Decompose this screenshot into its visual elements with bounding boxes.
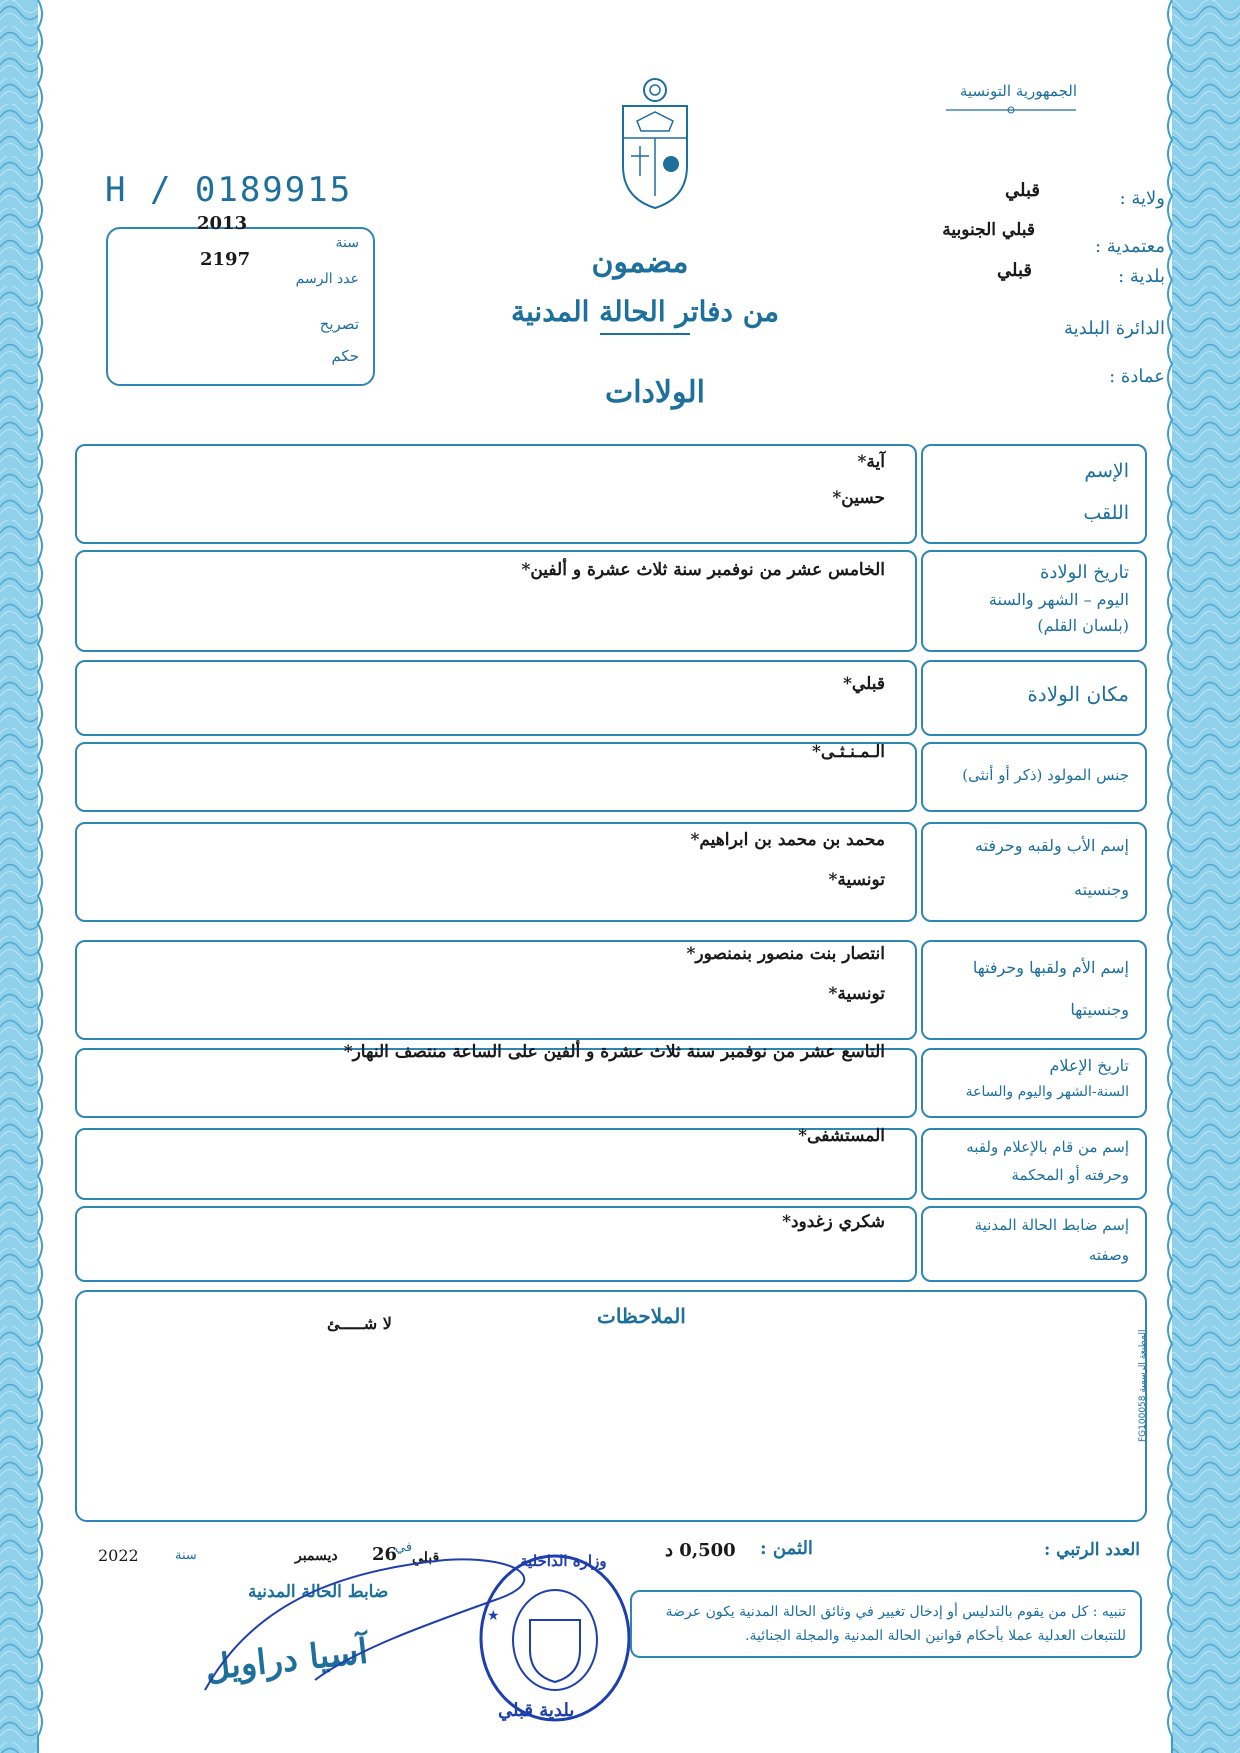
birth-place-label-box <box>921 660 1147 736</box>
officer-label: إسم ضابط الحالة المدنية <box>974 1216 1129 1234</box>
declaration-label: تصريح <box>319 315 359 333</box>
declarant-sublabel: وحرفته أو المحكمة <box>1011 1166 1129 1184</box>
mother-nationality-value: تونسية* <box>828 984 885 1004</box>
father-value-box <box>75 822 917 922</box>
judgment-label: حكم <box>331 347 359 365</box>
year-label: سنة <box>175 1548 197 1563</box>
imada-label: عمادة : <box>1109 366 1165 387</box>
wilaya-value: قبلي <box>1005 180 1040 201</box>
date-month: ديسمبر <box>295 1548 338 1564</box>
first-name-label: الإسم <box>1084 460 1129 482</box>
mother-label-box <box>921 940 1147 1040</box>
mother-nationality-label: وجنسيتها <box>1070 1000 1129 1019</box>
svg-text:★: ★ <box>487 1608 500 1624</box>
birth-date-label-box <box>921 550 1147 652</box>
officer-sublabel: وصفته <box>1088 1246 1129 1264</box>
declaration-date-value-box <box>75 1042 917 1118</box>
birth-date-label: تاريخ الولادة <box>1039 562 1129 583</box>
name-value-box <box>75 444 917 544</box>
stamp-bottom-text: بلدية قبلي <box>498 1700 575 1721</box>
declarant-value: المستشفى* <box>798 1126 885 1146</box>
year-value: 2022 <box>98 1546 139 1565</box>
notes-value: لا شـــــئ <box>327 1314 392 1333</box>
republic-header: الجمهورية التونسية <box>959 82 1077 100</box>
officer-value: شكري زغدود* <box>782 1212 885 1232</box>
in-label: في <box>395 1540 413 1555</box>
printer-mark: المطبعة الرسمية FG100058 <box>1138 1330 1148 1443</box>
daira-label: الدائرة البلدية <box>1063 318 1165 339</box>
header-ornament <box>946 104 1076 116</box>
serial-no-label: العدد الرتبي : <box>1043 1540 1140 1560</box>
officer-title: ضابط الحالة المدنية <box>248 1582 389 1602</box>
birth-date-value-box <box>75 550 917 652</box>
declarant-label-box <box>921 1128 1147 1200</box>
father-label: إسم الأب ولقبه وحرفته <box>975 836 1129 855</box>
declarant-value-box <box>75 1128 917 1200</box>
motamadia-value: قبلي الجنوبية <box>942 220 1035 240</box>
sex-label: جنس المولود (ذكر أو أنثى) <box>962 766 1129 784</box>
register-number-label: عدد الرسم <box>295 271 359 287</box>
birth-place-value-box <box>75 660 917 736</box>
date-day: 26 <box>372 1544 398 1565</box>
serial-number: H / 0189915 <box>105 170 353 210</box>
last-name-value: حسين* <box>832 488 885 508</box>
declarant-label: إسم من قام بالإعلام ولقبه <box>966 1138 1129 1156</box>
title-underline <box>600 333 690 335</box>
sex-label-box <box>921 742 1147 812</box>
mother-label: إسم الأم ولقبها وحرفتها <box>972 958 1129 977</box>
baladia-label: بلدية : <box>1118 266 1165 287</box>
birth-place-label: مكان الولادة <box>1027 682 1129 706</box>
title-births: الولادات <box>604 375 706 410</box>
price-label: الثمن : <box>760 1538 813 1559</box>
mother-name-value: انتصار بنت منصور بنمنصور* <box>686 944 885 964</box>
notes-label: الملاحظات <box>597 1304 686 1328</box>
register-year-label: سنة <box>335 235 359 251</box>
sex-value: الـمـنـثـى* <box>812 742 885 762</box>
legal-warning: تنبيه : كل من يقوم بالتدليس أو إدخال تغيير في وثائق الحالة المدنية يكون عرضة للتتبعات العدلية عملا بأحكام قوانين الحالة المدنية والمجلة الجنائية. <box>630 1590 1142 1658</box>
coat-of-arms-emblem <box>615 76 695 211</box>
name-label-box <box>921 444 1147 544</box>
declaration-date-label: تاريخ الإعلام <box>1049 1056 1129 1075</box>
official-stamp <box>475 1550 635 1725</box>
declaration-date-label-box <box>921 1048 1147 1118</box>
signature-name: آسيا دراويل <box>203 1631 370 1689</box>
officer-value-box <box>75 1206 917 1282</box>
wilaya-label: ولاية : <box>1119 188 1165 209</box>
sex-value-box <box>75 742 917 812</box>
declaration-date-sublabel: السنة-الشهر واليوم والساعة <box>965 1084 1129 1100</box>
birth-place-value: قبلي* <box>843 674 885 694</box>
register-year-value: 2013 <box>197 213 248 234</box>
father-nationality-value: تونسية* <box>828 870 885 890</box>
title-extract: مضمون <box>591 245 689 280</box>
first-name-value: آية* <box>857 452 885 472</box>
birth-date-value: الخامس عشر من نوفمبر سنة ثلاث عشرة و ألفين* <box>521 560 885 580</box>
notes-box <box>75 1290 1147 1522</box>
father-nationality-label: وجنسيته <box>1074 880 1129 899</box>
price-value: 0,500 د <box>665 1540 736 1561</box>
baladia-value: قبلي <box>997 260 1032 281</box>
birth-date-sublabel: اليوم – الشهر والسنة <box>988 590 1129 609</box>
motamadia-label: معتمدية : <box>1094 236 1165 257</box>
place-value: قبلي <box>412 1550 440 1566</box>
register-number-value: 2197 <box>200 249 251 270</box>
father-label-box <box>921 822 1147 922</box>
mother-value-box <box>75 940 917 1040</box>
officer-label-box <box>921 1206 1147 1282</box>
title-registers: من دفاتر الحالة المدنية <box>510 295 780 328</box>
stamp-top-text: وزارة الداخلية <box>520 1552 607 1570</box>
last-name-label: اللقب <box>1083 502 1129 524</box>
declaration-date-value: التاسع عشر من نوفمبر سنة ثلاث عشرة و ألفين على الساعة منتصف النهار* <box>343 1042 885 1062</box>
father-name-value: محمد بن محمد بن ابراهيم* <box>690 830 885 850</box>
birth-date-note: (بلسان القلم) <box>1037 616 1129 635</box>
